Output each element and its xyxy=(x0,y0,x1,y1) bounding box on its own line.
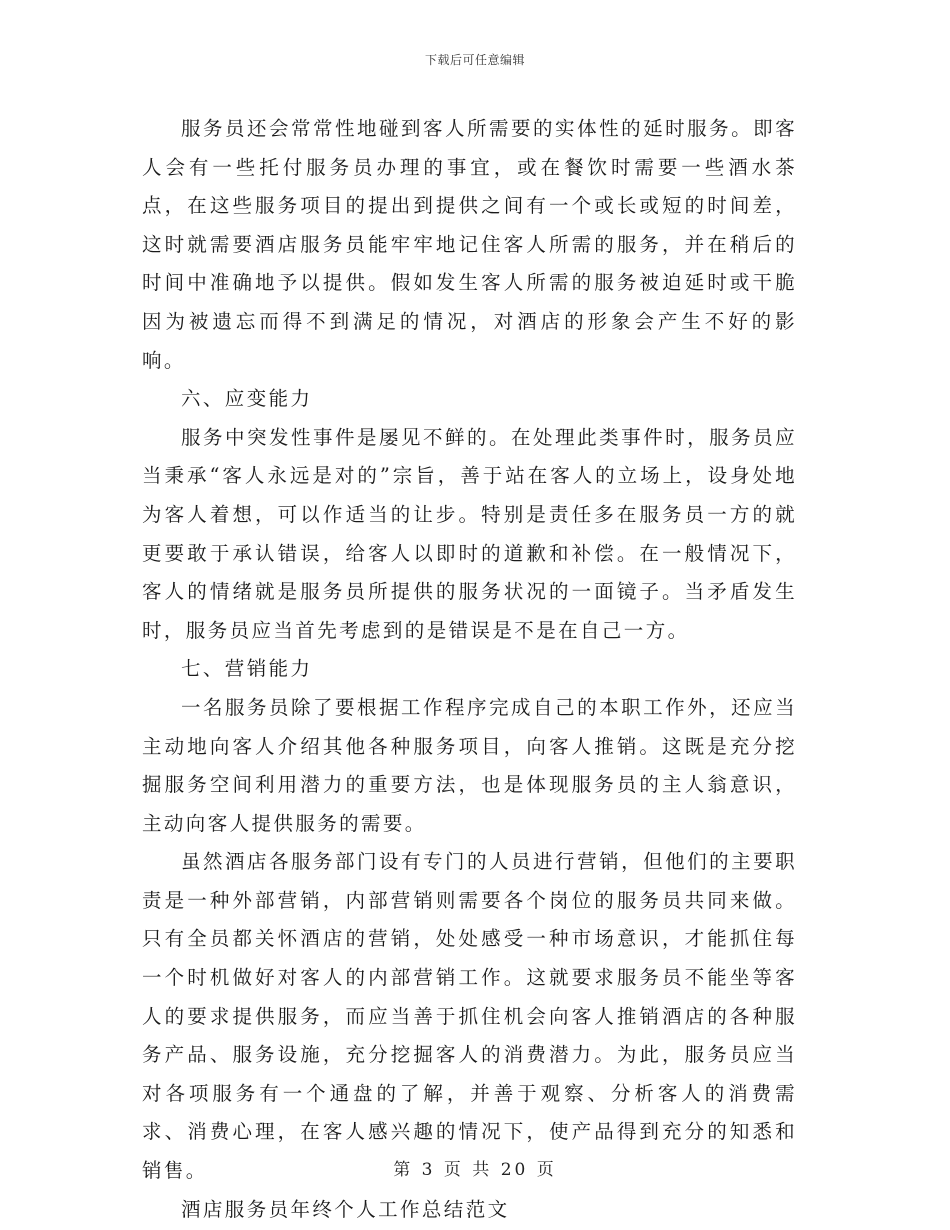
document-body xyxy=(142,110,797,1229)
section-heading-adaptability: 六、应变能力 xyxy=(181,387,313,411)
paragraph-marketing-intro: 一名服务员除了要根据工作程序完成自己的本职工作外，还应当主动地向客人介绍其他各种服务项目，向客人推销。这既是充分挖掘服务空间利用潜力的重要方法，也是体现服务员的主人翁意识，主动向客人提供服务的需要。 xyxy=(142,695,797,835)
paragraph-delayed-service: 服务员还会常常性地碰到客人所需要的实体性的延时服务。即客人会有一些托付服务员办理的事宜，或在餐饮时需要一些酒水茶点，在这些服务项目的提出到提供之间有一个或长或短的时间差，这时就需要酒店服务员能牢牢地记住客人所需的服务，并在稍后的时间中准确地予以提供。假如发生客人所需的服务被迫延时或干脆因为被遗忘而得不到满足的情况，对酒店的形象会产生不好的影响。 xyxy=(142,117,797,372)
paragraph-adaptability: 服务中突发性事件是屡见不鲜的。在处理此类事件时，服务员应当秉承“客人永远是对的”宗旨，善于站在客人的立场上，设身处地为客人着想，可以作适当的让步。特别是责任多在服务员一方的就更要敢于承认错误，给客人以即时的道歉和补偿。在一般情况下，客人的情绪就是服务员所提供的服务状况的一面镜子。当矛盾发生时，服务员应当首先考虑到的是错误是不是在自己一方。 xyxy=(142,425,797,642)
section-heading-marketing: 七、营销能力 xyxy=(181,657,313,681)
page-header: 下载后可任意编辑 xyxy=(424,53,525,67)
page-number-footer: 第 3 页 共 20 页 xyxy=(393,1160,557,1180)
paragraph-internal-marketing: 虽然酒店各服务部门设有专门的人员进行营销，但他们的主要职责是一种外部营销，内部营销则需要各个岗位的服务员共同来做。只有全员都关怀酒店的营销，处处感受一种市场意识，才能抓住每一个时机做好对客人的内部营销工作。这就要求服务员不能坐等客人的要求提供服务，而应当善于抓住机会向客人推销酒店的各种服务产品、服务设施，充分挖掘客人的消费潜力。为此，服务员应当对各项服务有一个通盘的了解，并善于观察、分析客人的消费需求、消费心理，在客人感兴趣的情况下，使产品得到充分的知悉和销售。 xyxy=(142,850,797,1183)
next-article-title: 酒店服务员年终个人工作总结范文 xyxy=(181,1197,510,1221)
